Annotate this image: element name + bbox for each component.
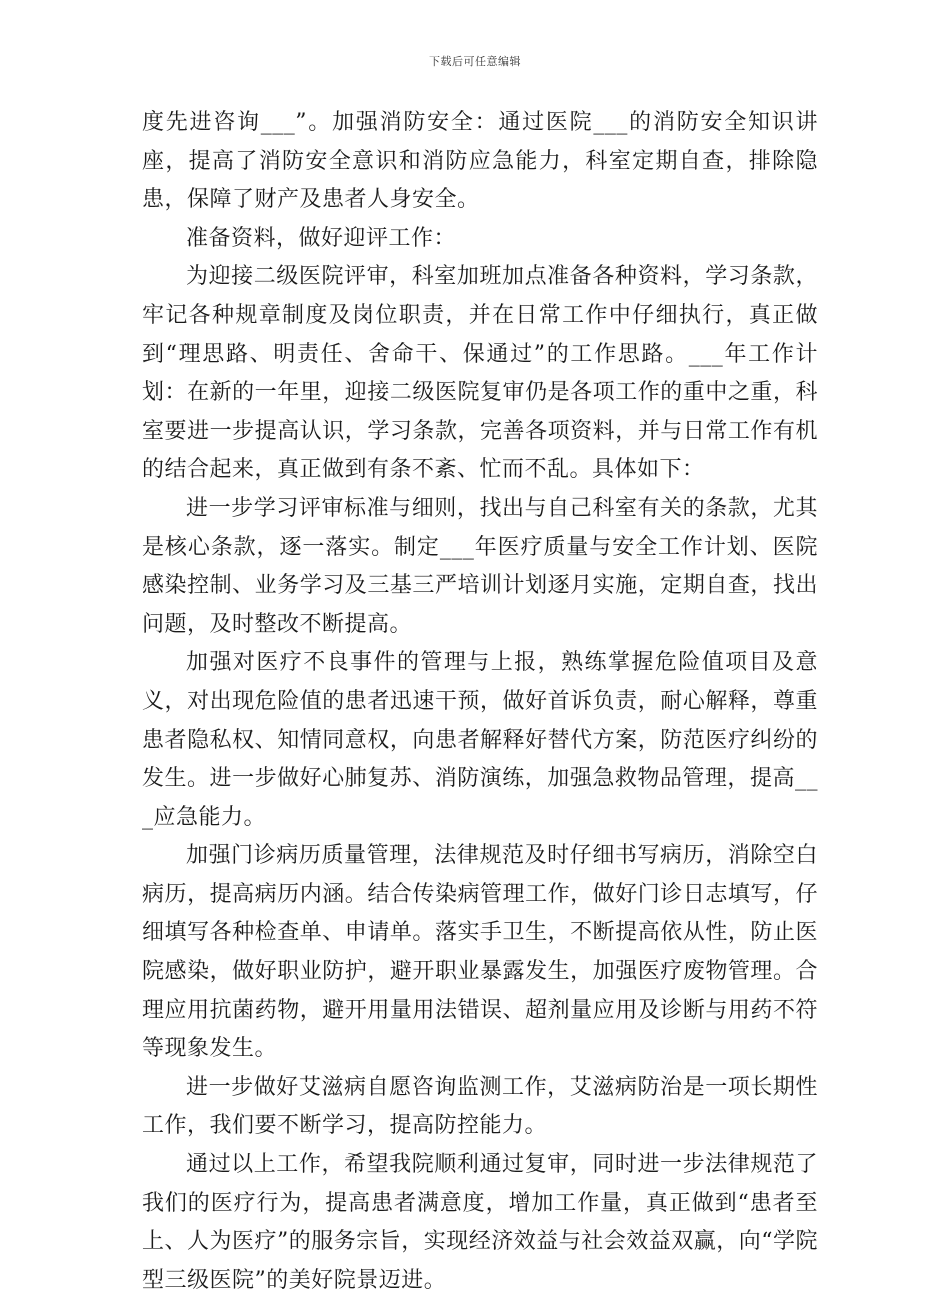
paragraph-continued: 度先进咨询___”。加强消防安全：通过医院___的消防安全知识讲座，提高了消防安全意识和消防应急能力，科室定期自查，排除隐患，保障了财产及患者人身安全。: [142, 110, 818, 213]
header-note: 下载后可任意编辑: [429, 55, 521, 68]
paragraph-heading: 准备资料，做好迎评工作：: [186, 225, 457, 251]
paragraph: 加强对医疗不良事件的管理与上报，熟练掌握危险值项目及意义，对出现危险值的患者迅速干预，做好首诉负责，耐心解释，尊重患者隐私权、知情同意权，向患者解释好替代方案，防范医疗纠纷的发生。进一步做好心肺复苏、消防演练，加强急救物品管理，提高___应急能力。: [142, 650, 818, 830]
paragraph: 为迎接二级医院评审，科室加班加点准备各种资料，学习条款，牢记各种规章制度及岗位职责，并在日常工作中仔细执行，真正做到“理思路、明责任、舍命干、保通过”的工作思路。___年工作计划：在新的一年里，迎接二级医院复审仍是各项工作的重中之重，科室要进一步提高认识，学习条款，完善各项资料，并与日常工作有机的结合起来，真正做到有条不紊、忙而不乱。具体如下：: [142, 264, 818, 483]
paragraph: 通过以上工作，希望我院顺利通过复审，同时进一步法律规范了我们的医疗行为，提高患者满意度，增加工作量，真正做到“患者至上、人为医疗”的服务宗旨，实现经济效益与社会效益双赢，向“学院型三级医院”的美好院景迈进。: [142, 1152, 818, 1293]
document-body: [142, 104, 818, 1300]
paragraph: 进一步做好艾滋病自愿咨询监测工作，艾滋病防治是一项长期性工作，我们要不断学习，提高防控能力。: [142, 1074, 818, 1139]
paragraph: 进一步学习评审标准与细则，找出与自己科室有关的条款，尤其是核心条款，逐一落实。制定___年医疗质量与安全工作计划、医院感染控制、业务学习及三基三严培训计划逐月实施，定期自查，找出问题，及时整改不断提高。: [142, 495, 818, 637]
paragraph: 加强门诊病历质量管理，法律规范及时仔细书写病历，消除空白病历，提高病历内涵。结合传染病管理工作，做好门诊日志填写，仔细填写各种检查单、申请单。落实手卫生，不断提高依从性，防止医院感染，做好职业防护，避开职业暴露发生，加强医疗废物管理。合理应用抗菌药物，避开用量用法错误、超剂量应用及诊断与用药不符等现象发生。: [142, 843, 818, 1062]
